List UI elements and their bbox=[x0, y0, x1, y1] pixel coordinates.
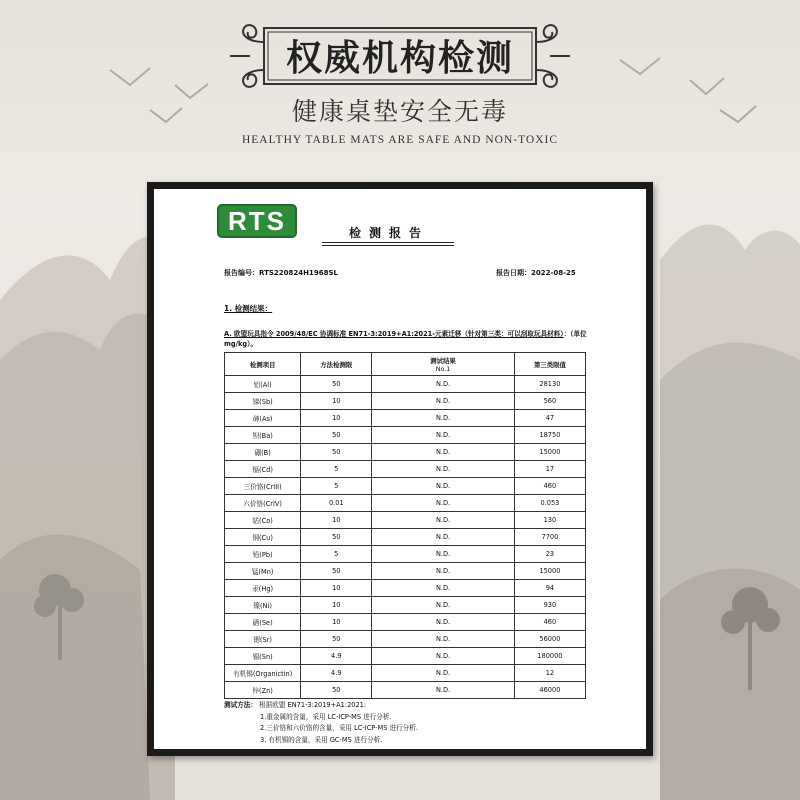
cell-item: 钡(Ba) bbox=[225, 427, 301, 444]
table-row bbox=[225, 478, 586, 495]
header-max-limit: 第三类限值 bbox=[514, 353, 585, 376]
table-row bbox=[225, 580, 586, 597]
cell-method-limit: 50 bbox=[301, 631, 372, 648]
table-row bbox=[225, 648, 586, 665]
method-intro: 根据欧盟 EN71-3:2019+A1:2021: bbox=[259, 701, 367, 709]
table-row bbox=[225, 529, 586, 546]
table-row bbox=[225, 597, 586, 614]
cell-method-limit: 50 bbox=[301, 376, 372, 393]
cell-item: 三价铬(CrIII) bbox=[225, 478, 301, 495]
table-row bbox=[225, 495, 586, 512]
cell-max-limit: 560 bbox=[514, 393, 585, 410]
cell-method-limit: 10 bbox=[301, 614, 372, 631]
table-row bbox=[225, 563, 586, 580]
title-underline bbox=[322, 242, 454, 243]
hill-bottom-right bbox=[660, 569, 800, 800]
cell-result: N.D. bbox=[372, 478, 515, 495]
section-subtitle bbox=[224, 329, 594, 349]
cell-max-limit: 130 bbox=[514, 512, 585, 529]
report-number-value: RTS220824H1968SL bbox=[259, 269, 338, 277]
cell-item: 镉(Cd) bbox=[225, 461, 301, 478]
cell-method-limit: 10 bbox=[301, 410, 372, 427]
table-row bbox=[225, 410, 586, 427]
report-date bbox=[496, 268, 576, 278]
method-label: 测试方法： bbox=[224, 701, 257, 709]
table-row bbox=[225, 393, 586, 410]
cell-max-limit: 23 bbox=[514, 546, 585, 563]
cell-result: N.D. bbox=[372, 393, 515, 410]
cell-max-limit: 12 bbox=[514, 665, 585, 682]
cell-item: 锑(Sb) bbox=[225, 393, 301, 410]
cell-item: 铝(Al) bbox=[225, 376, 301, 393]
cell-result: N.D. bbox=[372, 665, 515, 682]
cell-method-limit: 50 bbox=[301, 529, 372, 546]
hill-bottom-left bbox=[0, 535, 150, 800]
table-row bbox=[225, 376, 586, 393]
header-method-limit: 方法检测限 bbox=[301, 353, 372, 376]
cell-item: 六价铬(CrIV) bbox=[225, 495, 301, 512]
cell-item: 锶(Sr) bbox=[225, 631, 301, 648]
standard-reference: A. 欧盟玩具指令 2009/48/EC 协调标准 EN71-3:2019+A1:2021-元素迁移（针对第三类：可以刮取玩具材料） bbox=[224, 330, 564, 338]
cell-item: 铜(Cu) bbox=[225, 529, 301, 546]
cell-item: 砷(As) bbox=[225, 410, 301, 427]
table-row bbox=[225, 461, 586, 478]
table-row bbox=[225, 682, 586, 699]
cell-max-limit: 46000 bbox=[514, 682, 585, 699]
cell-item: 锌(Zn) bbox=[225, 682, 301, 699]
report-date-label: 报告日期： bbox=[496, 269, 531, 277]
cell-method-limit: 5 bbox=[301, 546, 372, 563]
cell-method-limit: 10 bbox=[301, 393, 372, 410]
cell-max-limit: 15000 bbox=[514, 444, 585, 461]
cell-result: N.D. bbox=[372, 376, 515, 393]
report-title: 检测报告 bbox=[348, 226, 429, 240]
section-title: 1. 检测结果： bbox=[224, 304, 273, 313]
rts-logo: RTS bbox=[217, 204, 297, 238]
cell-max-limit: 28130 bbox=[514, 376, 585, 393]
cell-result: N.D. bbox=[372, 597, 515, 614]
cell-method-limit: 5 bbox=[301, 478, 372, 495]
cell-method-limit: 50 bbox=[301, 427, 372, 444]
method-note: 3. 有机锡的含量，采用 GC-MS 进行分析. bbox=[260, 735, 383, 744]
cell-method-limit: 50 bbox=[301, 563, 372, 580]
cell-method-limit: 0.01 bbox=[301, 495, 372, 512]
report-number-label: 报告编号： bbox=[224, 269, 259, 277]
page-subtitle-english: HEALTHY TABLE MATS ARE SAFE AND NON-TOXIC bbox=[241, 134, 559, 146]
cell-max-limit: 18750 bbox=[514, 427, 585, 444]
results-table bbox=[224, 352, 586, 699]
cell-max-limit: 930 bbox=[514, 597, 585, 614]
cell-result: N.D. bbox=[372, 648, 515, 665]
cell-result: N.D. bbox=[372, 529, 515, 546]
cell-max-limit: 7700 bbox=[514, 529, 585, 546]
cell-item: 锰(Mn) bbox=[225, 563, 301, 580]
cell-item: 镍(Ni) bbox=[225, 597, 301, 614]
cell-max-limit: 47 bbox=[514, 410, 585, 427]
cell-max-limit: 460 bbox=[514, 614, 585, 631]
header-result-sample: No.1 bbox=[435, 364, 451, 373]
cell-result: N.D. bbox=[372, 682, 515, 699]
unit-note: ：（单位 mg/kg）。 bbox=[224, 330, 587, 348]
cell-method-limit: 10 bbox=[301, 512, 372, 529]
table-row bbox=[225, 427, 586, 444]
table-row bbox=[225, 512, 586, 529]
method-note: 1.重金属的含量，采用 LC-ICP-MS 进行分析. bbox=[260, 712, 392, 721]
header-result bbox=[372, 353, 515, 376]
cell-item: 有机锡(Organictin) bbox=[225, 665, 301, 682]
table-row bbox=[225, 546, 586, 563]
test-method bbox=[224, 700, 418, 746]
method-note: 2.三价铬和六价铬的含量，采用 LC-ICP-MS 进行分析. bbox=[260, 724, 418, 732]
cell-method-limit: 4.9 bbox=[301, 648, 372, 665]
table-header-row bbox=[225, 353, 586, 376]
certificate-frame bbox=[147, 182, 653, 756]
header-result-label: 测试结果 bbox=[430, 356, 456, 365]
cell-item: 钴(Co) bbox=[225, 512, 301, 529]
table-row bbox=[225, 444, 586, 461]
cell-max-limit: 56000 bbox=[514, 631, 585, 648]
cell-result: N.D. bbox=[372, 427, 515, 444]
cell-method-limit: 10 bbox=[301, 597, 372, 614]
cell-method-limit: 10 bbox=[301, 580, 372, 597]
cell-result: N.D. bbox=[372, 512, 515, 529]
cell-method-limit: 5 bbox=[301, 461, 372, 478]
cell-item: 汞(Hg) bbox=[225, 580, 301, 597]
cell-method-limit: 50 bbox=[301, 682, 372, 699]
cell-max-limit: 460 bbox=[514, 478, 585, 495]
cell-max-limit: 15000 bbox=[514, 563, 585, 580]
cell-result: N.D. bbox=[372, 444, 515, 461]
report-date-value: 2022-08-25 bbox=[531, 269, 576, 277]
cell-result: N.D. bbox=[372, 563, 515, 580]
cell-result: N.D. bbox=[372, 580, 515, 597]
table-row bbox=[225, 631, 586, 648]
cell-method-limit: 50 bbox=[301, 444, 372, 461]
report-number bbox=[224, 268, 338, 278]
cell-item: 硼(B) bbox=[225, 444, 301, 461]
title-underline-double bbox=[322, 245, 454, 246]
cell-result: N.D. bbox=[372, 631, 515, 648]
cell-result: N.D. bbox=[372, 410, 515, 427]
cell-max-limit: 180000 bbox=[514, 648, 585, 665]
cell-max-limit: 94 bbox=[514, 580, 585, 597]
test-report-document bbox=[154, 189, 646, 749]
cell-item: 硒(Se) bbox=[225, 614, 301, 631]
cell-max-limit: 0.053 bbox=[514, 495, 585, 512]
cell-item: 铅(Pb) bbox=[225, 546, 301, 563]
cell-result: N.D. bbox=[372, 546, 515, 563]
cell-result: N.D. bbox=[372, 614, 515, 631]
cell-item: 锡(Sn) bbox=[225, 648, 301, 665]
table-row bbox=[225, 665, 586, 682]
cell-max-limit: 17 bbox=[514, 461, 585, 478]
table-row bbox=[225, 614, 586, 631]
cell-method-limit: 4.9 bbox=[301, 665, 372, 682]
page-title: 权威机构检测 bbox=[285, 37, 514, 79]
page-subtitle: 健康桌垫安全无毒 bbox=[291, 97, 508, 126]
cell-result: N.D. bbox=[372, 495, 515, 512]
cell-result: N.D. bbox=[372, 461, 515, 478]
header-item: 检测项目 bbox=[225, 353, 301, 376]
